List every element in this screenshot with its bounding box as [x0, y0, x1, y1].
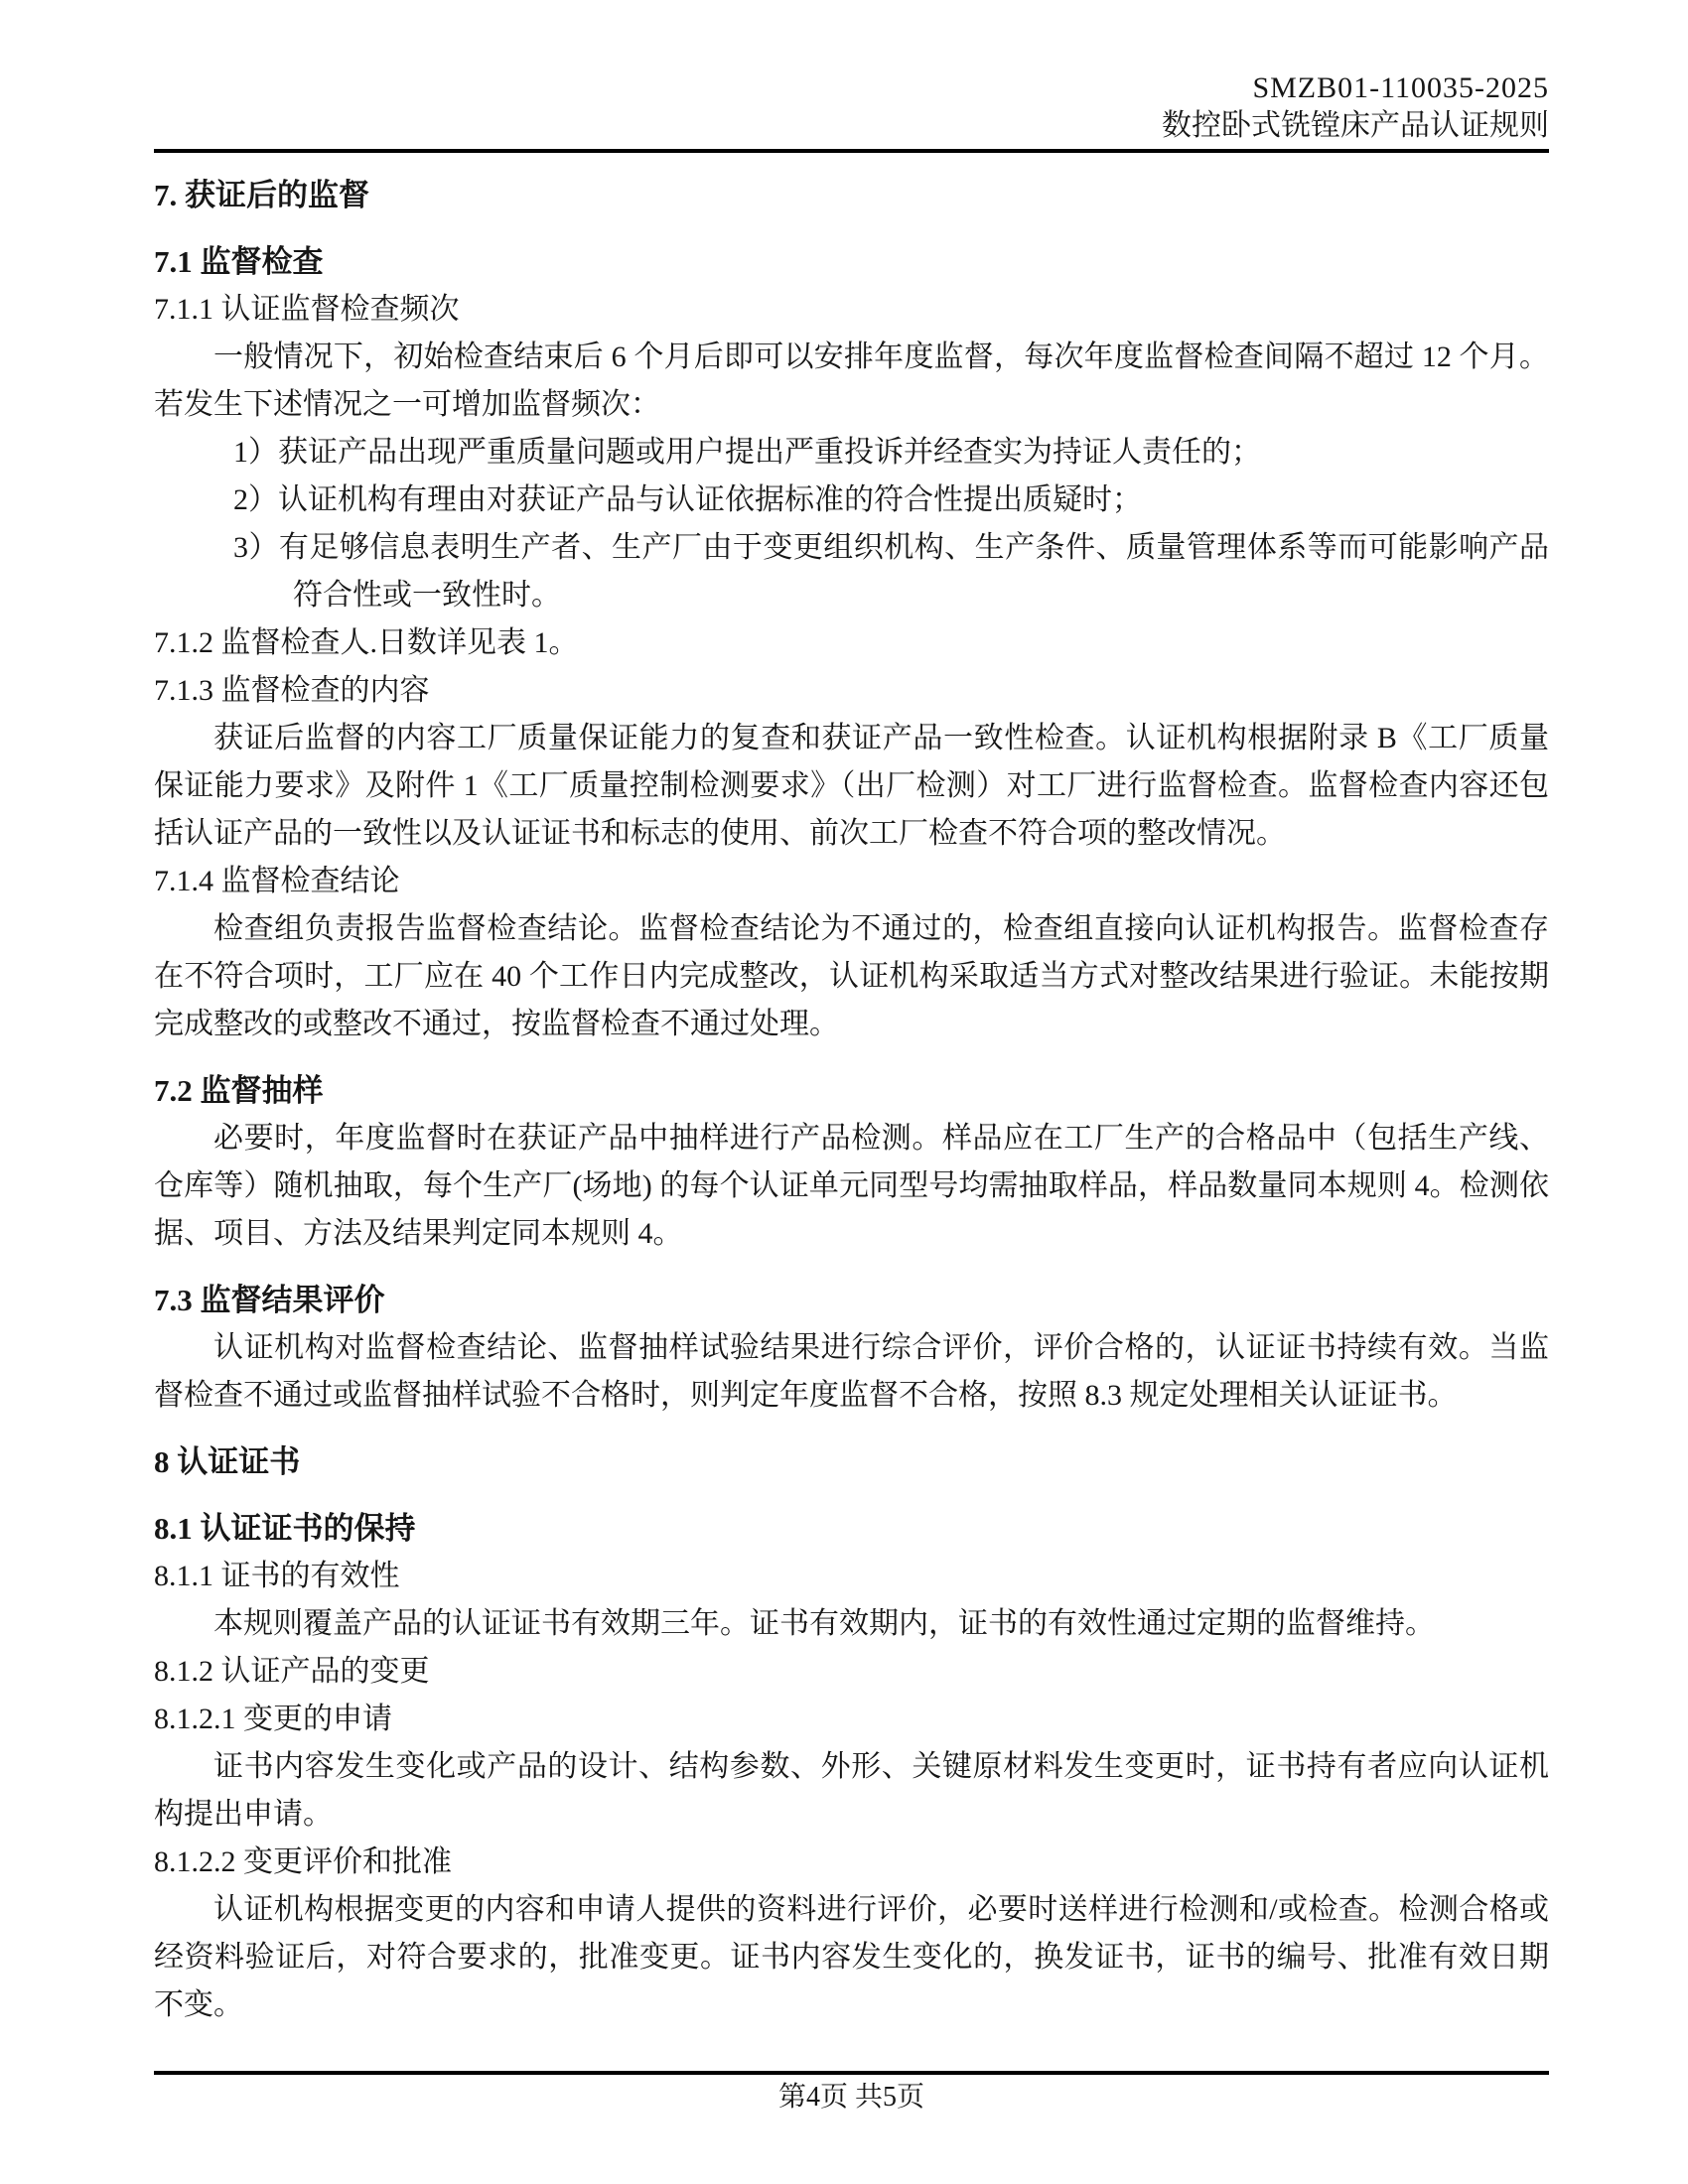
clause-heading-8-1-2-2: 8.1.2.2 变更评价和批准	[154, 1845, 452, 1878]
list-item-1: 1）获证产品出现严重质量问题或用户提出严重投诉并经查实为持证人责任的；	[233, 436, 1261, 469]
clause-heading-7-1-3: 7.1.3 监督检查的内容	[154, 674, 430, 707]
document-body	[154, 172, 1549, 2029]
subsection-heading-8-1: 8.1 认证证书的保持	[154, 1511, 416, 1546]
list-item-3: 3）有足够信息表明生产者、生产厂由于变更组织机构、生产条件、质量管理体系等而可能影响产品符合性或一致性时。	[233, 531, 1549, 612]
page-number: 第4页 共5页	[777, 2082, 924, 2113]
page-header	[154, 45, 1549, 153]
section-heading-8: 8 认证证书	[154, 1444, 301, 1479]
document-code: SMZB01-110035-2025	[1252, 71, 1549, 104]
paragraph: 本规则覆盖产品的认证证书有效期三年。证书有效期内，证书的有效性通过定期的监督维持。	[213, 1607, 1435, 1640]
clause-heading-8-1-2: 8.1.2 认证产品的变更	[154, 1655, 430, 1688]
paragraph: 认证机构根据变更的内容和申请人提供的资料进行评价，必要时送样进行检测和/或检查。检测合格或经资料验证后，对符合要求的，批准变更。证书内容发生变化的，换发证书，证书的编号、批准有效日期不变。	[154, 1893, 1549, 2021]
section-heading-7: 7. 获证后的监督	[154, 178, 369, 212]
clause-heading-7-1-4: 7.1.4 监督检查结论	[154, 865, 400, 897]
paragraph: 获证后监督的内容工厂质量保证能力的复查和获证产品一致性检查。认证机构根据附录 B《工厂质量保证能力要求》及附件 1《工厂质量控制检测要求》（出厂检测）对工厂进行监督检查。监督检查内容还包括认证产品的一致性以及认证证书和标志的使用、前次工厂检查不符合项的整改情况。	[154, 722, 1549, 850]
page-footer	[154, 2071, 1549, 2115]
document-title: 数控卧式铣镗床产品认证规则	[1162, 109, 1549, 142]
clause-heading-7-1-1: 7.1.1 认证监督检查频次	[154, 293, 460, 326]
paragraph: 一般情况下，初始检查结束后 6 个月后即可以安排年度监督，每次年度监督检查间隔不超过 12 个月。若发生下述情况之一可增加监督频次：	[154, 341, 1549, 421]
subsection-heading-7-3: 7.3 监督结果评价	[154, 1283, 385, 1317]
clause-heading-8-1-1: 8.1.1 证书的有效性	[154, 1560, 400, 1592]
subsection-heading-7-2: 7.2 监督抽样	[154, 1073, 324, 1108]
paragraph: 认证机构对监督检查结论、监督抽样试验结果进行综合评价，评价合格的，认证证书持续有效。当监督检查不通过或监督抽样试验不合格时，则判定年度监督不合格，按照 8.3 规定处理相关认证证书。	[154, 1331, 1549, 1412]
paragraph: 检查组负责报告监督检查结论。监督检查结论为不通过的，检查组直接向认证机构报告。监督检查存在不符合项时，工厂应在 40 个工作日内完成整改，认证机构采取适当方式对整改结果进行验证。未能按期完成整改的或整改不通过，按监督检查不通过处理。	[154, 912, 1549, 1040]
list-item-2: 2）认证机构有理由对获证产品与认证依据标准的符合性提出质疑时；	[233, 483, 1142, 516]
page-content	[154, 45, 1549, 2029]
subsection-heading-7-1: 7.1 监督检查	[154, 244, 324, 279]
clause-heading-8-1-2-1: 8.1.2.1 变更的申请	[154, 1703, 392, 1735]
paragraph: 必要时，年度监督时在获证产品中抽样进行产品检测。样品应在工厂生产的合格品中（包括生产线、仓库等）随机抽取，每个生产厂(场地) 的每个认证单元同型号均需抽取样品，样品数量同本规则 4。检测依据、项目、方法及结果判定同本规则 4。	[154, 1122, 1549, 1250]
clause-heading-7-1-2: 7.1.2 监督检查人.日数详见表 1。	[154, 626, 579, 659]
paragraph: 证书内容发生变化或产品的设计、结构参数、外形、关键原材料发生变更时，证书持有者应向认证机构提出申请。	[154, 1750, 1549, 1831]
